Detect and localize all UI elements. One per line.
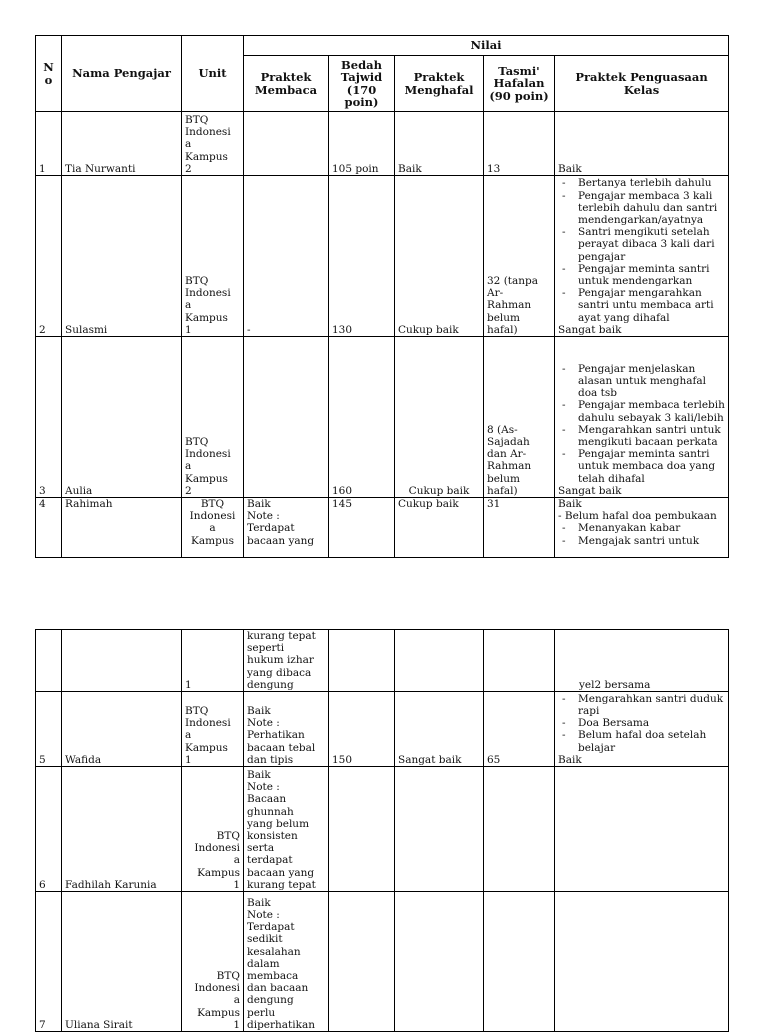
kelas-list xyxy=(558,177,725,323)
list-item: - Mengarahkan santri untuk mengikuti bacaan perkata xyxy=(558,424,725,448)
row-membaca: - xyxy=(244,176,329,337)
list-item: - Mengarahkan santri duduk rapi xyxy=(558,693,725,717)
kelas-list xyxy=(558,693,725,754)
kelas-outro: Baik xyxy=(558,753,582,766)
row-no: 2 xyxy=(36,176,62,337)
row-tajwid: 160 xyxy=(329,337,395,498)
header-nilai: Nilai xyxy=(244,36,729,56)
table-row xyxy=(36,892,729,1032)
row-no: 4 xyxy=(36,498,62,558)
row-kelas xyxy=(555,337,729,498)
row-tasmi: 32 (tanpa Ar- Rahman belum hafal) xyxy=(484,176,555,337)
header-tasmi: Tasmi' Hafalan (90 poin) xyxy=(484,56,555,112)
row-no: 7 xyxy=(36,892,62,1032)
row-nama: Rahimah xyxy=(62,498,182,558)
row-kelas: Baik xyxy=(555,112,729,176)
list-item: - Menanyakan kabar xyxy=(558,522,725,534)
row-menghafal xyxy=(395,892,484,1032)
row-membaca: Baik Note : Terdapat bacaan yang xyxy=(244,498,329,558)
row-kelas xyxy=(555,692,729,767)
row-kelas xyxy=(555,176,729,337)
row-membaca: kurang tepat seperti hukum izhar yang dibaca dengung xyxy=(244,630,329,692)
row-tajwid xyxy=(329,767,395,892)
row-nama: Uliana Sirait xyxy=(62,892,182,1032)
row-tasmi xyxy=(484,767,555,892)
row-nama: Tia Nurwanti xyxy=(62,112,182,176)
kelas-list xyxy=(558,522,725,546)
kelas-outro: Sangat baik xyxy=(558,323,622,336)
row-tasmi: 31 xyxy=(484,498,555,558)
row-menghafal xyxy=(395,767,484,892)
row-unit: BTQ Indonesi a Kampus xyxy=(182,498,244,558)
row-tajwid: 105 poin xyxy=(329,112,395,176)
row-unit: BTQ Indonesi a Kampus 2 xyxy=(182,337,244,498)
row-unit: BTQ Indonesi a Kampus 1 xyxy=(182,767,244,892)
nilai-table xyxy=(35,35,729,558)
list-item: - Pengajar meminta santri untuk membaca doa yang telah dihafal xyxy=(558,448,725,485)
kelas-intro: Baik - Belum hafal doa pembukaan xyxy=(558,498,717,523)
row-kelas xyxy=(555,892,729,1032)
row-tajwid: 130 xyxy=(329,176,395,337)
row-unit: BTQ Indonesi a Kampus 1 xyxy=(182,692,244,767)
row-no: 1 xyxy=(36,112,62,176)
row-unit: BTQ Indonesi a Kampus 1 xyxy=(182,176,244,337)
row-menghafal: Cukup baik xyxy=(395,337,484,498)
row-unit: BTQ Indonesi a Kampus 2 xyxy=(182,112,244,176)
row-nama: Aulia xyxy=(62,337,182,498)
row-no: 6 xyxy=(36,767,62,892)
kelas-outro: Sangat baik xyxy=(558,484,622,497)
table-page-1 xyxy=(35,35,728,549)
list-item: - Pengajar mengarahkan santri untu membaca arti ayat yang dihafal xyxy=(558,287,725,324)
row-no: 5 xyxy=(36,692,62,767)
header-praktek-menghafal: Praktek Menghafal xyxy=(395,56,484,112)
table-row xyxy=(36,630,729,692)
row-nama: Wafida xyxy=(62,692,182,767)
row-menghafal: Cukup baik xyxy=(395,176,484,337)
row-tajwid xyxy=(329,630,395,692)
list-item: - Bertanya terlebih dahulu xyxy=(558,177,725,189)
row-membaca: Baik Note : Bacaan ghunnah yang belum konsisten serta terdapat bacaan yang kurang tepat xyxy=(244,767,329,892)
row-tasmi xyxy=(484,630,555,692)
table-row xyxy=(36,692,729,767)
nilai-table-continued xyxy=(35,629,729,1032)
list-item: - Santri mengikuti setelah perayat dibaca 3 kali dari pengajar xyxy=(558,226,725,263)
row-nama xyxy=(62,630,182,692)
list-item: - Pengajar menjelaskan alasan untuk menghafal doa tsb xyxy=(558,363,725,400)
table-row xyxy=(36,767,729,892)
row-tajwid xyxy=(329,892,395,1032)
header-unit: Unit xyxy=(182,36,244,112)
row-membaca: Baik Note : Terdapat sedikit kesalahan dalam membaca dan bacaan dengung perlu diperhatikan xyxy=(244,892,329,1032)
list-item: - Pengajar membaca 3 kali terlebih dahulu dan santri mendengarkan/ayatnya xyxy=(558,190,725,227)
list-item: - Pengajar meminta santri untuk mendengarkan xyxy=(558,263,725,287)
row-nama: Fadhilah Karunia xyxy=(62,767,182,892)
row-menghafal: Cukup baik xyxy=(395,498,484,558)
row-membaca xyxy=(244,337,329,498)
list-item: - Doa Bersama xyxy=(558,717,725,729)
row-menghafal: Sangat baik xyxy=(395,692,484,767)
table-page-2 xyxy=(35,629,728,1031)
header-bedah-tajwid: Bedah Tajwid (170 poin) xyxy=(329,56,395,112)
row-menghafal xyxy=(395,630,484,692)
header-penguasaan-kelas: Praktek Penguasaan Kelas xyxy=(555,56,729,112)
row-tajwid: 150 xyxy=(329,692,395,767)
list-item: - Pengajar membaca terlebih dahulu sebayak 3 kali/lebih xyxy=(558,399,725,423)
header-nama: Nama Pengajar xyxy=(62,36,182,112)
row-membaca: Baik Note : Perhatikan bacaan tebal dan tipis xyxy=(244,692,329,767)
row-kelas: yel2 bersama xyxy=(555,630,729,692)
row-no xyxy=(36,630,62,692)
row-membaca xyxy=(244,112,329,176)
row-nama: Sulasmi xyxy=(62,176,182,337)
row-tasmi xyxy=(484,892,555,1032)
row-no: 3 xyxy=(36,337,62,498)
row-kelas xyxy=(555,498,729,558)
row-tasmi: 65 xyxy=(484,692,555,767)
kelas-list xyxy=(558,363,725,485)
table-row xyxy=(36,112,729,176)
table-row xyxy=(36,176,729,337)
table-row xyxy=(36,498,729,558)
table-row xyxy=(36,337,729,498)
row-tajwid: 145 xyxy=(329,498,395,558)
row-menghafal: Baik xyxy=(395,112,484,176)
row-kelas xyxy=(555,767,729,892)
row-unit: 1 xyxy=(182,630,244,692)
list-item: - Mengajak santri untuk xyxy=(558,535,725,547)
header-praktek-membaca: Praktek Membaca xyxy=(244,56,329,112)
row-tasmi: 13 xyxy=(484,112,555,176)
list-item: - Belum hafal doa setelah belajar xyxy=(558,729,725,753)
row-tasmi: 8 (As- Sajadah dan Ar- Rahman belum hafal) xyxy=(484,337,555,498)
header-no: N o xyxy=(36,36,62,112)
row-unit: BTQ Indonesi a Kampus 1 xyxy=(182,892,244,1032)
